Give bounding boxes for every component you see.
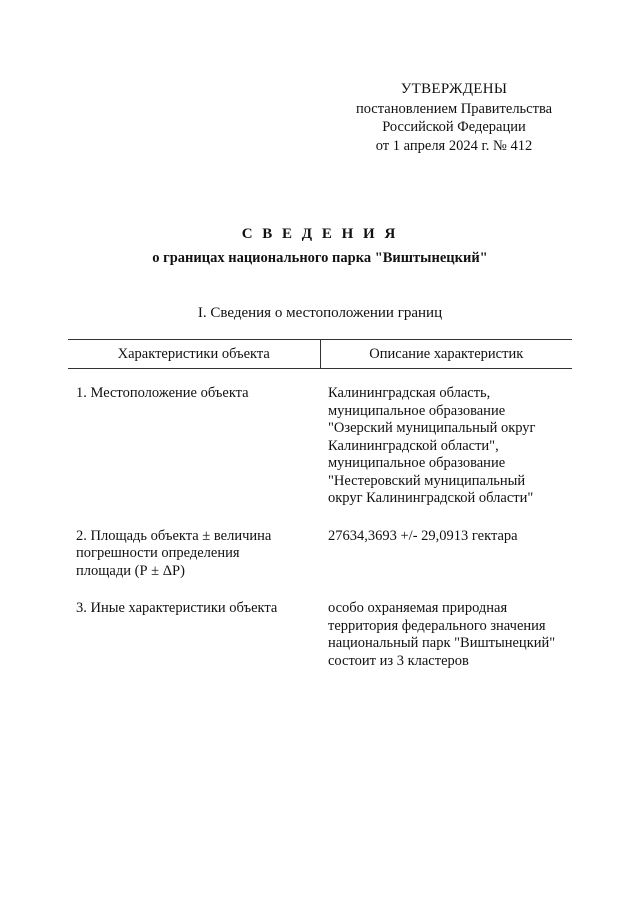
table-header: [68, 339, 572, 369]
text-line: особо охраняемая природная: [328, 600, 508, 616]
text-line: 2. Площадь объекта ± величина: [76, 527, 272, 544]
text-line: Калининградская область,: [328, 385, 491, 401]
document-subtitle: о границах национального парка "Виштынецкий": [152, 250, 488, 266]
approval-stamp-title: УТВЕРЖДЕНЫ: [400, 81, 508, 97]
approval-line-2: Российской Федерации: [382, 119, 526, 135]
text-line: муниципальное образование: [328, 455, 506, 471]
text-line: национальный парк "Виштынецкий": [328, 635, 556, 651]
text-line: Калининградской области",: [328, 437, 499, 454]
row-3-characteristic: [68, 600, 320, 670]
row-1-characteristic: [68, 385, 320, 508]
table-row: [68, 528, 572, 581]
text-line: 27634,3693 +/- 29,0913 гектара: [328, 527, 518, 544]
approval-block: [322, 80, 586, 155]
row-2-characteristic: [68, 528, 320, 581]
row-3-description: [320, 600, 572, 670]
text-line: муниципальное образование: [328, 402, 506, 419]
table-row: [68, 600, 572, 670]
text-line: округ Калининградской области": [328, 490, 534, 506]
row-1-description: [320, 385, 572, 508]
text-line: состоит из 3 кластеров: [328, 652, 469, 669]
document-title: С В Е Д Е Н И Я: [241, 226, 399, 242]
table-header-description: Описание характеристик: [369, 346, 524, 362]
row-2-description: [320, 528, 572, 581]
text-line: "Нестеровский муниципальный: [328, 472, 526, 489]
approval-line-3: от 1 апреля 2024 г. № 412: [375, 137, 533, 154]
section-heading: I. Сведения о местоположении границ: [197, 305, 443, 321]
text-line: 3. Иные характеристики объекта: [76, 600, 278, 616]
table-row: [68, 385, 572, 508]
approval-line-1: постановлением Правительства: [355, 100, 553, 117]
table-header-characteristics: Характеристики объекта: [68, 340, 321, 368]
text-line: площади (Р ± ΔР): [76, 562, 185, 579]
text-line: территория федерального значения: [328, 617, 546, 634]
text-line: погрешности определения: [76, 545, 240, 561]
text-line: "Озерский муниципальный округ: [328, 420, 536, 436]
characteristics-table: [68, 339, 572, 670]
text-line: 1. Местоположение объекта: [76, 385, 249, 401]
